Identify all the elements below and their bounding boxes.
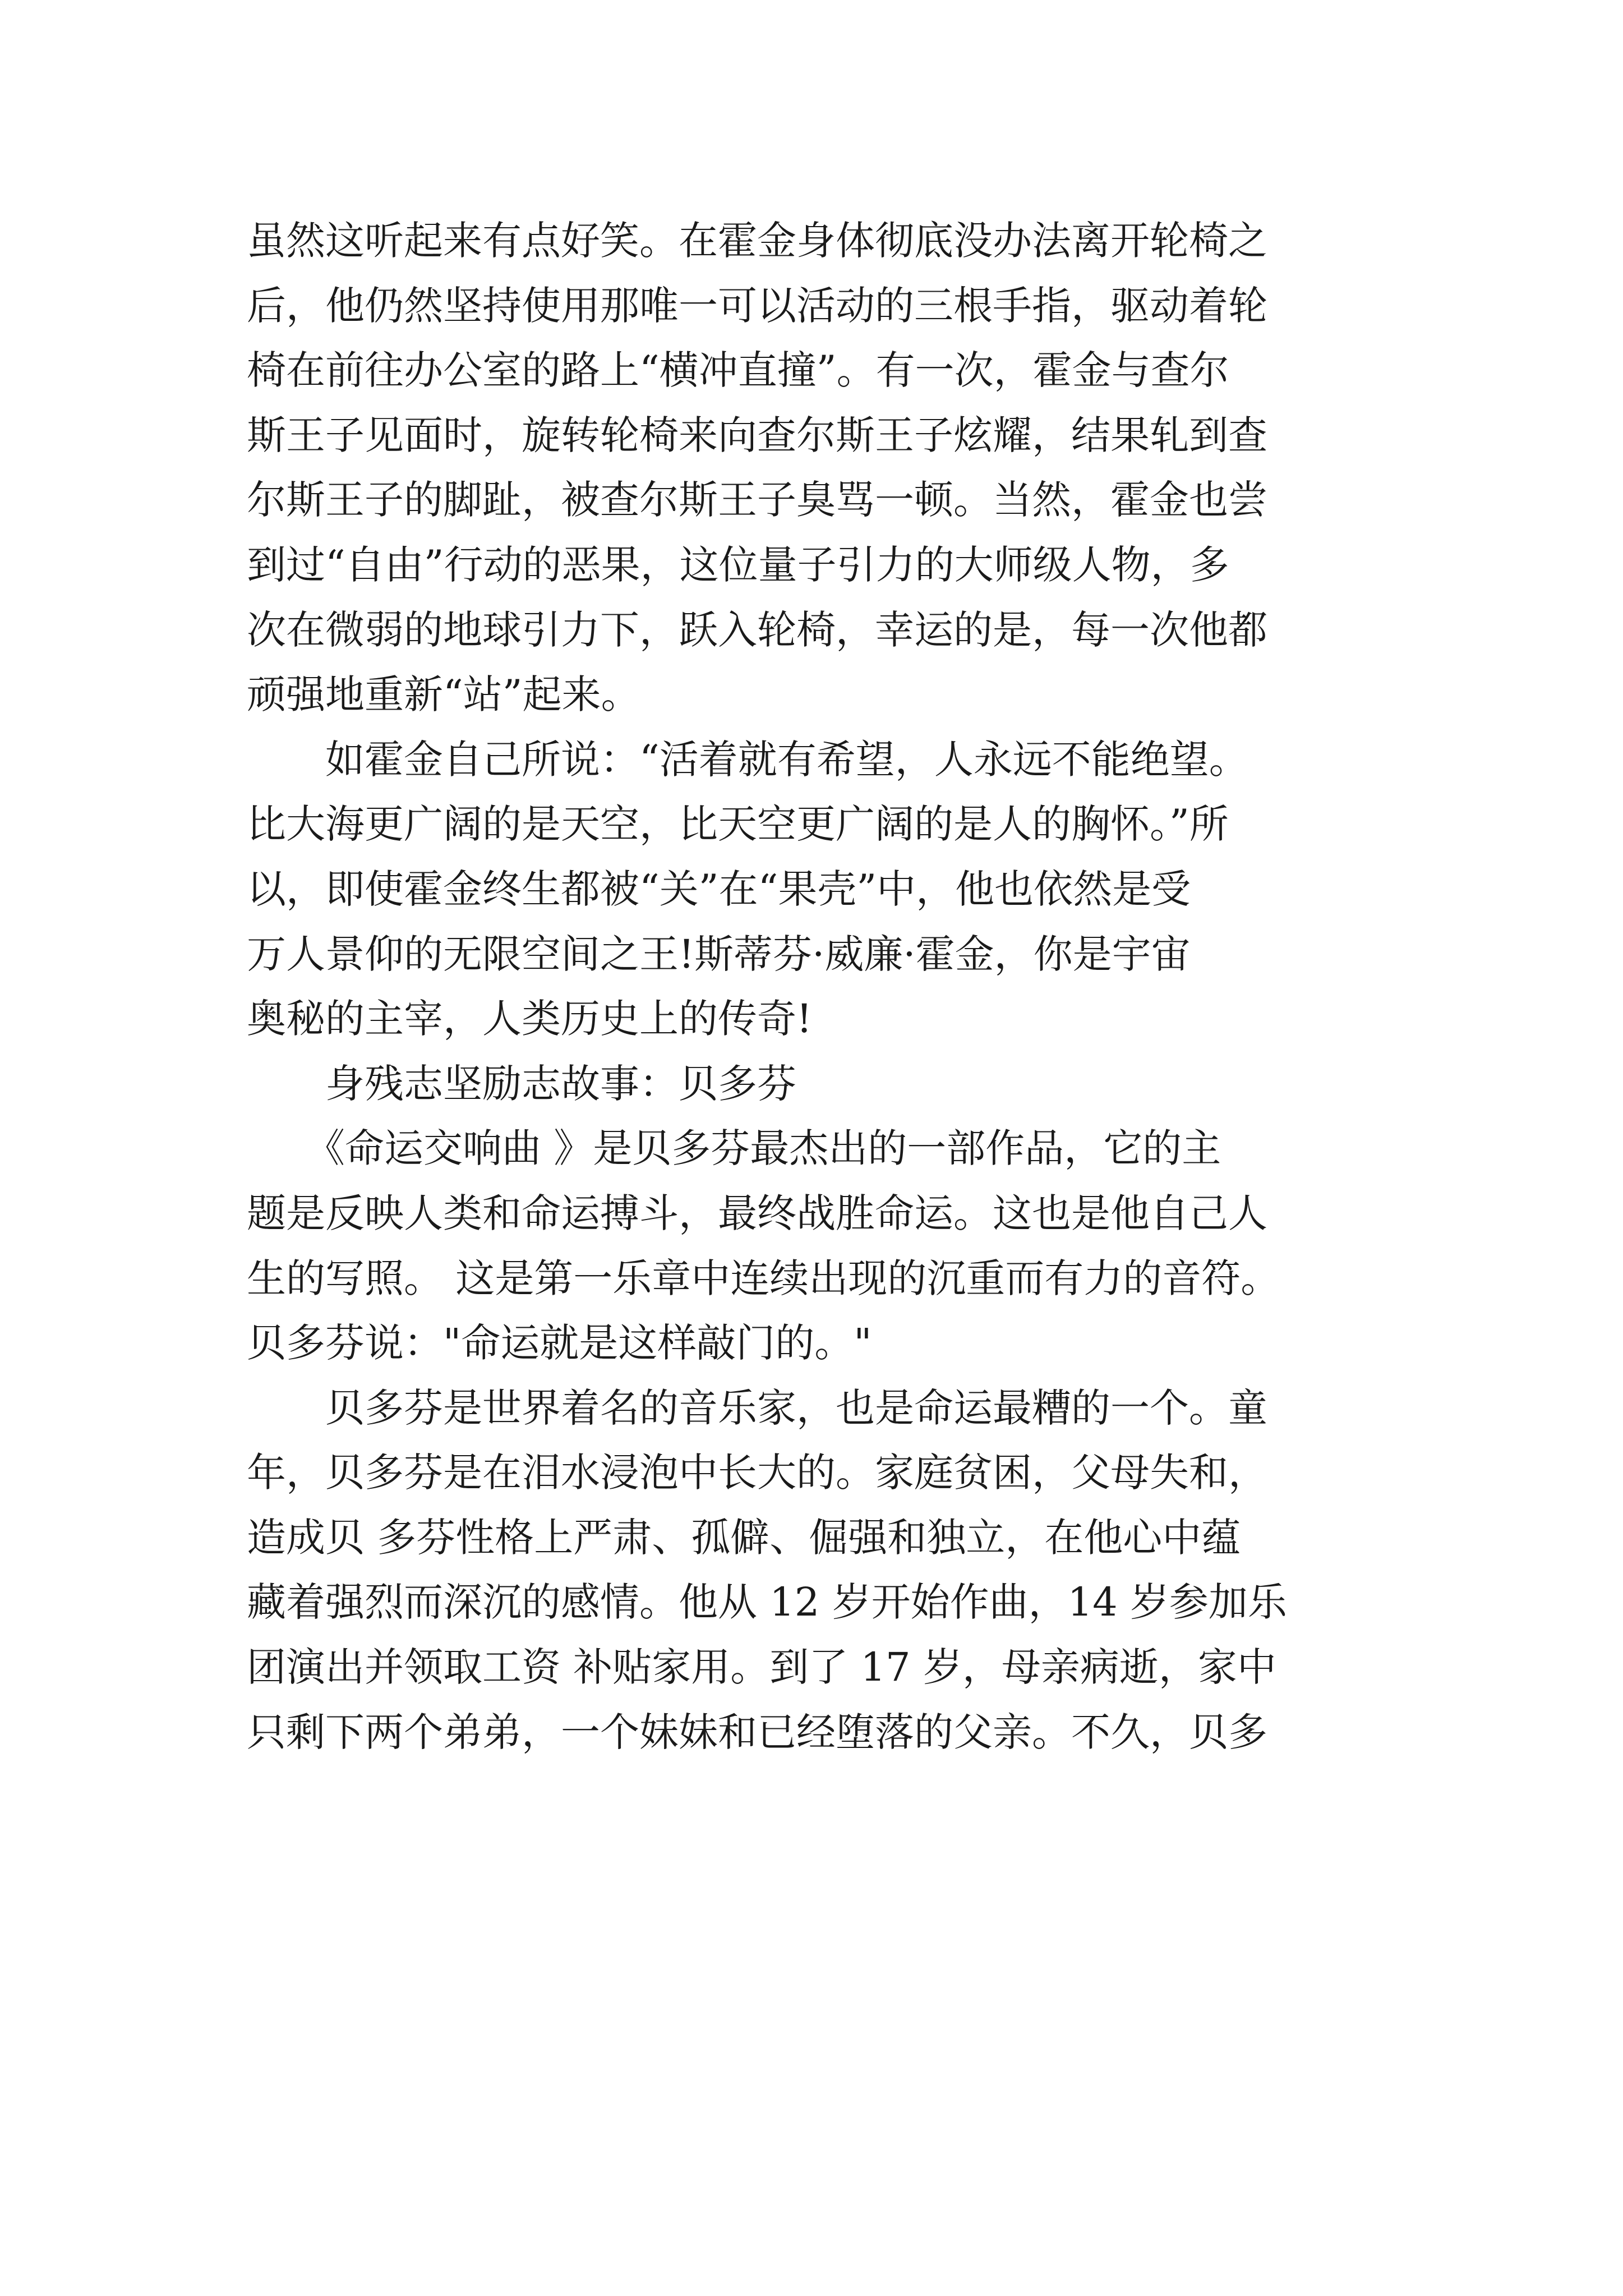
text-line-19: 贝多芬是世界着名的音乐家，也是命运最糟的一个。童 — [247, 1384, 1267, 1431]
text-line-13: 奥秘的主宰，人类历史上的传奇! — [247, 996, 813, 1042]
text-line-16: 题是反映人类和命运搏斗，最终战胜命运。这也是他自己人 — [247, 1190, 1267, 1236]
body-text — [247, 209, 1408, 1765]
text-line-08: 顽强地重新“站”起来。 — [247, 671, 640, 718]
text-line-12: 万人景仰的无限空间之王!斯蒂芬·威廉·霍金，你是宇宙 — [247, 931, 1191, 977]
text-line-06: 到过“自由”行动的恶果，这位量子引力的大师级人物，多 — [247, 541, 1229, 588]
text-line-18: 贝多芬说："命运就是这样敲门的。" — [247, 1320, 872, 1366]
text-line-07: 次在微弱的地球引力下，跃入轮椅，幸运的是，每一次他都 — [247, 606, 1267, 653]
text-line-23: 团演出并领取工资 补贴家用。到了 17 岁，母亲病逝，家中 — [247, 1644, 1276, 1691]
text-line-04: 斯王子见面时，旋转轮椅来向查尔斯王子炫耀，结果轧到查 — [247, 412, 1267, 458]
text-line-02: 后，他仍然坚持使用那唯一可以活动的三根手指，驱动着轮 — [247, 282, 1267, 329]
section-heading-beethoven: 身残志坚励志故事：贝多芬 — [247, 1060, 796, 1107]
text-line-17: 生的写照。 这是第一乐章中连续出现的沉重而有力的音符。 — [247, 1255, 1280, 1301]
text-line-21: 造成贝 多芬性格上严肃、孤僻、倔强和独立，在他心中蕴 — [247, 1514, 1241, 1561]
text-line-15: 《命运交响曲 》是贝多芬最杰出的一部作品，它的主 — [247, 1125, 1221, 1172]
text-line-10: 比大海更广阔的是天空，比天空更广阔的是人的胸怀。”所 — [247, 801, 1229, 848]
text-line-20: 年，贝多芬是在泪水浸泡中长大的。家庭贫困，父母失和， — [247, 1450, 1267, 1496]
text-line-05: 尔斯王子的脚趾，被查尔斯王子臭骂一顿。当然，霍金也尝 — [247, 477, 1267, 523]
text-line-11: 以，即使霍金终生都被“关”在“果壳”中，他也依然是受 — [247, 866, 1191, 912]
text-line-22: 藏着强烈而深沉的感情。他从 12 岁开始作曲，14 岁参加乐 — [247, 1579, 1287, 1626]
text-line-24: 只剩下两个弟弟，一个妹妹和已经堕落的父亲。不久，贝多 — [247, 1709, 1267, 1755]
text-line-03: 椅在前往办公室的路上“横冲直撞”。有一次，霍金与查尔 — [247, 347, 1229, 394]
text-line-01: 虽然这听起来有点好笑。在霍金身体彻底没办法离开轮椅之 — [247, 218, 1267, 264]
text-line-09: 如霍金自己所说：“活着就有希望，人永远不能绝望。 — [247, 736, 1248, 783]
